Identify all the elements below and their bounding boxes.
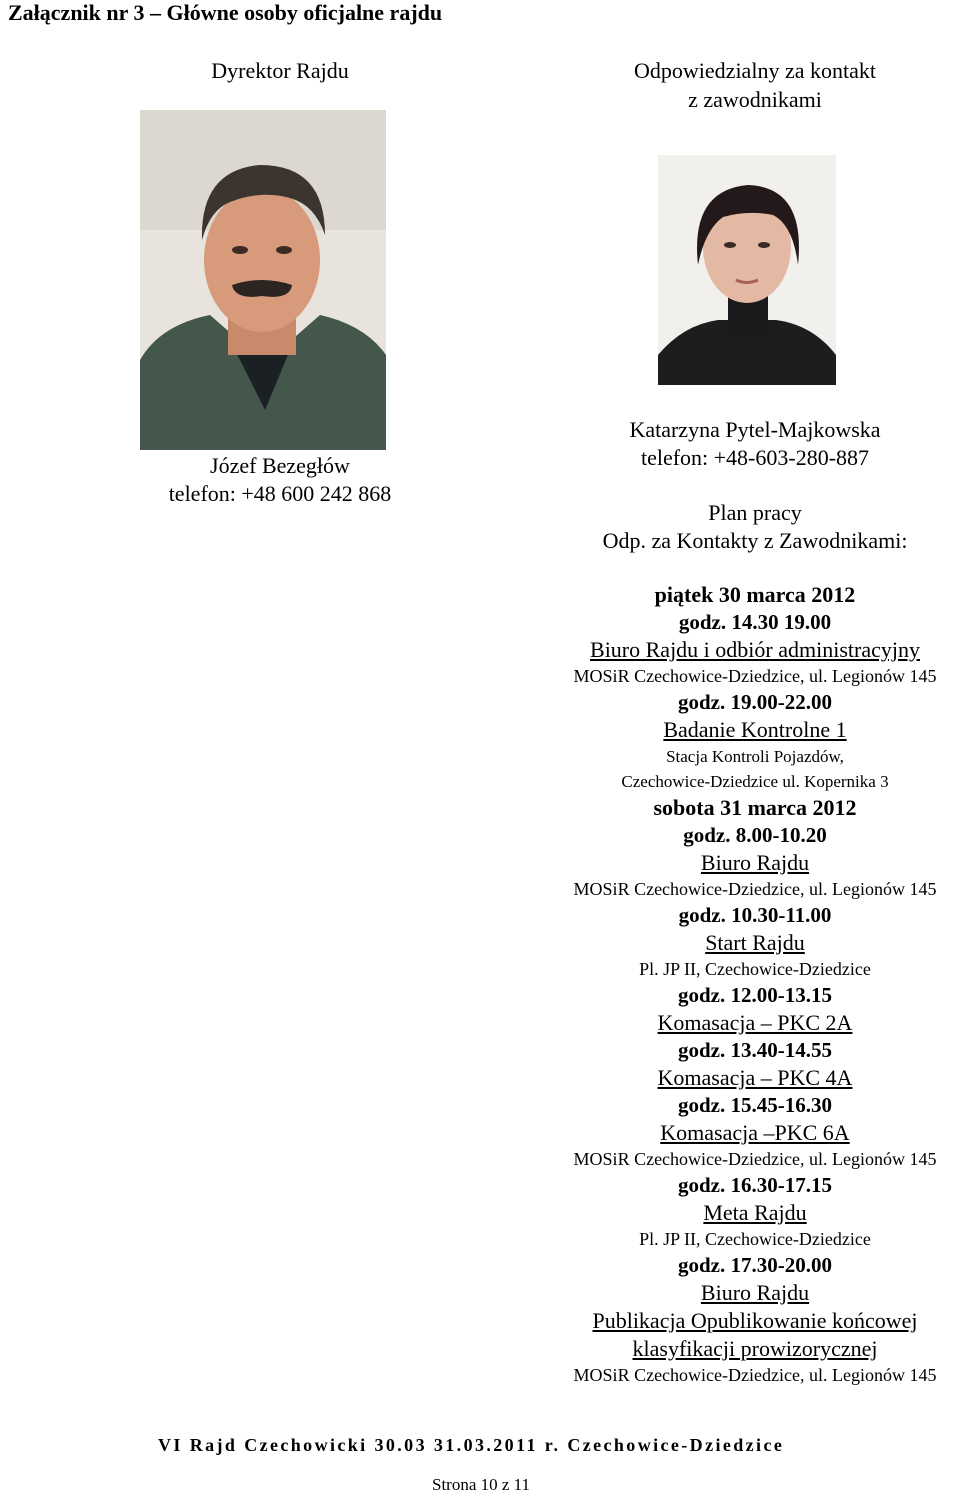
- director-photo: [140, 110, 386, 450]
- schedule-event: Komasacja – PKC 4A: [657, 1065, 853, 1090]
- schedule-event: Komasacja –PKC 6A: [660, 1120, 850, 1145]
- right-role-heading-2: z zawodnikami: [688, 87, 822, 112]
- left-role-heading: Dyrektor Rajdu: [211, 58, 349, 83]
- schedule-location: MOSiR Czechowice-Dziedzice, ul. Legionów 145: [573, 1365, 937, 1385]
- schedule-event: klasyfikacji prowizorycznej: [632, 1336, 878, 1361]
- director-name: Józef Bezegłów: [210, 453, 350, 478]
- plan-subheading: Odp. za Kontakty z Zawodnikami:: [602, 528, 908, 553]
- schedule-time: godz. 15.45-16.30: [678, 1093, 832, 1117]
- schedule-location: Pl. JP II, Czechowice-Dziedzice: [639, 959, 871, 979]
- schedule-event: Publikacja Opublikowanie końcowej: [592, 1308, 918, 1333]
- schedule-day: sobota 31 marca 2012: [653, 795, 857, 820]
- schedule-time: godz. 19.00-22.00: [678, 690, 832, 714]
- schedule-event: Start Rajdu: [705, 930, 805, 955]
- schedule-location: Pl. JP II, Czechowice-Dziedzice: [639, 1229, 871, 1249]
- schedule-location: Stacja Kontroli Pojazdów,: [666, 747, 844, 766]
- schedule-time: godz. 17.30-20.00: [678, 1253, 832, 1277]
- director-phone: telefon: +48 600 242 868: [168, 481, 392, 506]
- schedule-event: Biuro Rajdu i odbiór administracyjny: [590, 637, 920, 662]
- page-number: Strona 10 z 11: [432, 1475, 531, 1494]
- footer-event-info: VI Rajd Czechowicki 30.03 31.03.2011 r. Czechowice-Dziedzice: [158, 1435, 785, 1455]
- schedule-location: MOSiR Czechowice-Dziedzice, ul. Legionów 145: [573, 1149, 937, 1169]
- schedule-day: piątek 30 marca 2012: [654, 582, 856, 607]
- contact-officer-photo: [658, 155, 836, 385]
- schedule-location: Czechowice-Dziedzice ul. Kopernika 3: [621, 772, 889, 791]
- page-title: Załącznik nr 3 – Główne osoby oficjalne rajdu: [8, 0, 443, 25]
- schedule-location: MOSiR Czechowice-Dziedzice, ul. Legionów 145: [573, 666, 937, 686]
- schedule-time: godz. 16.30-17.15: [678, 1173, 832, 1197]
- work-schedule: [535, 499, 960, 1388]
- plan-heading: Plan pracy: [708, 500, 802, 525]
- contact-officer-phone: telefon: +48-603-280-887: [640, 445, 870, 470]
- spacer: [535, 555, 960, 581]
- schedule-event: Komasacja – PKC 2A: [657, 1010, 853, 1035]
- schedule-event: Meta Rajdu: [703, 1200, 807, 1225]
- schedule-event: Biuro Rajdu: [700, 1280, 810, 1305]
- schedule-list: [535, 581, 960, 1388]
- schedule-event: Biuro Rajdu: [700, 850, 810, 875]
- schedule-time: godz. 14.30 19.00: [678, 610, 832, 634]
- schedule-time: godz. 8.00-10.20: [683, 823, 827, 847]
- schedule-time: godz. 13.40-14.55: [678, 1038, 832, 1062]
- right-role-heading-1: Odpowiedzialny za kontakt: [634, 58, 876, 83]
- schedule-time: godz. 12.00-13.15: [678, 983, 832, 1007]
- schedule-time: godz. 10.30-11.00: [678, 903, 832, 927]
- contact-officer-name: Katarzyna Pytel-Majkowska: [629, 417, 881, 442]
- schedule-event: Badanie Kontrolne 1: [663, 717, 847, 742]
- schedule-location: MOSiR Czechowice-Dziedzice, ul. Legionów 145: [573, 879, 937, 899]
